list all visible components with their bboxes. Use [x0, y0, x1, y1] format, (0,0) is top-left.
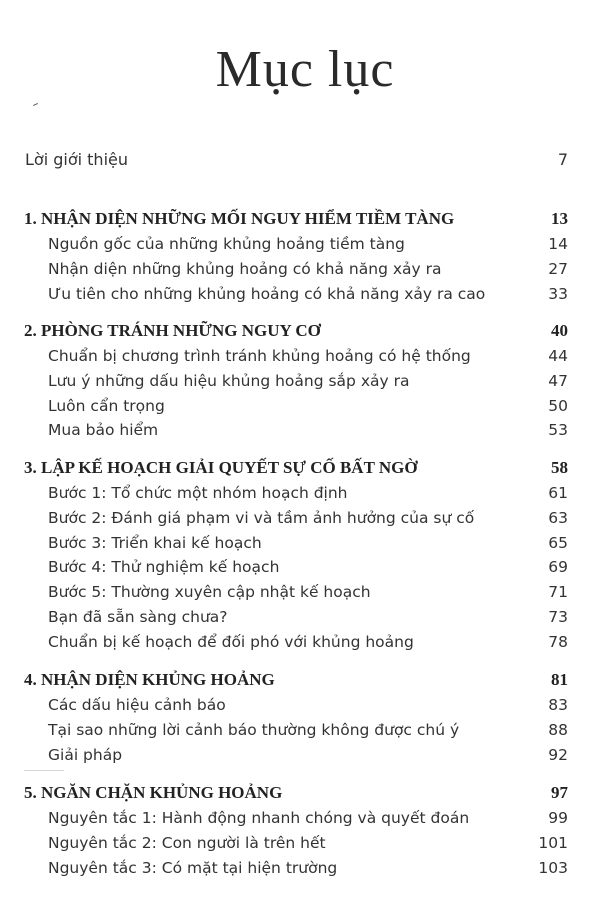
toc-entry	[24, 418, 568, 443]
entry-page: 47	[548, 371, 568, 390]
section-heading: 2. PHÒNG TRÁNH NHỮNG NGUY CƠ	[24, 321, 321, 340]
entry-page: 27	[548, 259, 568, 278]
entry-page: 14	[548, 235, 568, 253]
toc-intro-page: 7	[557, 150, 568, 169]
section-page: 97	[551, 783, 568, 802]
section-heading-row	[24, 780, 568, 806]
toc-entry	[24, 232, 568, 257]
ink-speck	[33, 103, 38, 106]
entry-page: 73	[548, 607, 568, 626]
entry-page: 61	[548, 484, 568, 502]
toc-entry	[24, 481, 568, 506]
toc-section-2	[24, 318, 568, 443]
entry-label: Luôn cẩn trọng	[48, 396, 165, 415]
entry-label: Nguyên tắc 3: Có mặt tại hiện trường	[48, 858, 338, 877]
toc-entry	[24, 369, 568, 394]
section-heading-row	[24, 455, 568, 481]
entry-page: 69	[548, 558, 568, 577]
toc-entry	[24, 394, 568, 419]
entry-page: 103	[538, 858, 568, 877]
entry-label: Bước 5: Thường xuyên cập nhật kế hoạch	[48, 583, 371, 602]
toc-entry	[24, 831, 568, 856]
toc-entry	[24, 580, 568, 605]
entry-label: Bước 3: Triển khai kế hoạch	[48, 533, 262, 552]
entry-page: 53	[548, 421, 568, 440]
entry-page: 78	[548, 632, 568, 651]
section-page: 40	[551, 321, 568, 340]
entry-label: Tại sao những lời cảnh báo thường không được chú ý	[48, 720, 460, 739]
toc-entry	[24, 257, 568, 282]
toc-intro-row	[25, 150, 568, 169]
entry-label: Mua bảo hiểm	[48, 421, 159, 440]
toc-entry	[24, 718, 568, 743]
entry-label: Chuẩn bị kế hoạch để đối phó với khủng hoảng	[48, 632, 414, 651]
entry-label: Nguyên tắc 2: Con người là trên hết	[48, 833, 326, 852]
section-page: 13	[551, 209, 568, 228]
entry-label: Bước 1: Tổ chức một nhóm hoạch định	[48, 484, 348, 502]
entry-page: 99	[548, 809, 568, 827]
toc-section-1	[24, 206, 568, 306]
entry-label: Lưu ý những dấu hiệu khủng hoảng sắp xảy ra	[48, 371, 410, 390]
entry-label: Bạn đã sẵn sàng chưa?	[48, 607, 228, 626]
toc-entry	[24, 282, 568, 307]
entry-page: 44	[548, 347, 568, 365]
section-page: 81	[551, 670, 568, 689]
entry-page: 63	[548, 508, 568, 527]
entry-page: 101	[538, 833, 568, 852]
toc-entry	[24, 344, 568, 369]
section-heading: 5. NGĂN CHẶN KHỦNG HOẢNG	[24, 783, 283, 802]
entry-label: Nguồn gốc của những khủng hoảng tiềm tàng	[48, 235, 405, 253]
entry-label: Giải pháp	[48, 745, 123, 764]
toc-entry	[24, 605, 568, 630]
entry-page: 92	[548, 745, 568, 764]
toc-entry	[24, 555, 568, 580]
section-heading-row	[24, 667, 568, 693]
toc-entry	[24, 531, 568, 556]
section-heading-row	[24, 318, 568, 344]
section-heading: 3. LẬP KẾ HOẠCH GIẢI QUYẾT SỰ CỐ BẤT NGỜ	[24, 458, 418, 477]
toc-entry	[24, 693, 568, 718]
entry-page: 88	[548, 720, 568, 739]
toc-entry	[24, 630, 568, 655]
entry-page: 50	[548, 396, 568, 415]
section-heading: 1. NHẬN DIỆN NHỮNG MỐI NGUY HIỂM TIỀM TÀNG	[24, 209, 455, 228]
entry-label: Bước 2: Đánh giá phạm vi và tầm ảnh hưởng của sự cố	[48, 508, 475, 527]
entry-page: 71	[548, 583, 568, 602]
toc-section-5	[24, 780, 568, 880]
toc-entry	[24, 743, 568, 768]
toc-entry	[24, 806, 568, 831]
section-page: 58	[551, 458, 568, 477]
entry-label: Các dấu hiệu cảnh báo	[48, 696, 226, 714]
scan-mark	[24, 770, 64, 771]
entry-page: 65	[548, 533, 568, 552]
entry-page: 33	[548, 284, 568, 303]
entry-label: Ưu tiên cho những khủng hoảng có khả năng xảy ra cao	[48, 284, 486, 303]
section-heading: 4. NHẬN DIỆN KHỦNG HOẢNG	[24, 670, 275, 689]
entry-page: 83	[548, 696, 568, 714]
entry-label: Bước 4: Thử nghiệm kế hoạch	[48, 558, 280, 577]
page-title: Mục lục	[215, 41, 395, 98]
toc-intro-label: Lời giới thiệu	[25, 150, 128, 169]
section-heading-row	[24, 206, 568, 232]
entry-label: Nguyên tắc 1: Hành động nhanh chóng và quyết đoán	[48, 809, 470, 827]
entry-label: Nhận diện những khủng hoảng có khả năng xảy ra	[48, 259, 442, 278]
toc-section-3	[24, 455, 568, 655]
toc-entry	[24, 856, 568, 881]
toc-entry	[24, 506, 568, 531]
toc-section-4	[24, 667, 568, 767]
entry-label: Chuẩn bị chương trình tránh khủng hoảng có hệ thống	[48, 347, 471, 365]
